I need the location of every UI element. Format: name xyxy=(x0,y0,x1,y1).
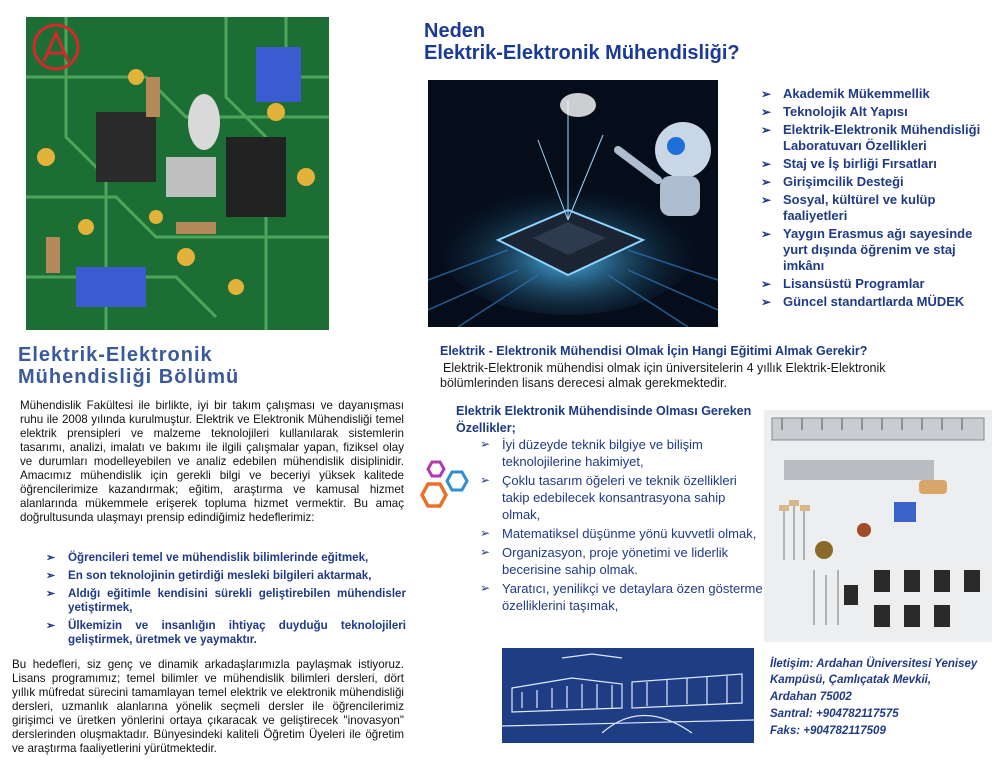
why-heading xyxy=(424,20,740,64)
education-question: Elektrik - Elektronik Mühendisi Olmak İçin Hangi Eğitimi Almak Gerekir? xyxy=(440,344,868,358)
closing-paragraph: Bu hedefleri, siz genç ve dinamik arkadaşlarımızla paylaşmak istiyoruz. Lisans programımız; temel bilimler ve mühendislik bilimleri dersleri, dört yıllık müfredat sürecini tamamlayan temel elektrik ve elektronik mühendisliği dersleri, uzmanlık alanlarına yönelik seçmeli dersler ile öğrencilerimiz girişimci ve üretken yönlerini ortaya çıkaracak ve geliştirecek "inovasyon" derslerinden oluşmaktadır. Bünyesindeki kaliteli Öğretim Üyeleri ile öğretim ve araştırma faaliyetlerini yürütmektedir. xyxy=(12,658,404,755)
list-item: ➢ Öğrencileri temel ve mühendislik bilimlerinde eğitmek, xyxy=(44,551,406,565)
contact-fax: Faks: +904782117509 xyxy=(770,725,886,737)
campus-drawing xyxy=(502,648,754,743)
department-title-line1: Elektrik-Elektronik xyxy=(18,344,213,366)
list-item: ➢ Girişimcilik Desteği xyxy=(759,174,995,190)
list-item: ➢ Teknolojik Alt Yapısı xyxy=(759,104,995,120)
hexagon-logo-icon xyxy=(418,460,472,514)
list-item: ➢ En son teknolojinin getirdiği mesleki bilgileri aktarmak, xyxy=(44,569,406,583)
circuit-board-photo xyxy=(26,17,329,330)
why-heading-line1: Neden xyxy=(424,20,486,42)
contact-info xyxy=(770,656,998,740)
list-item: ➢ Matematiksel düşünme yönü kuvvetli olmak, xyxy=(474,525,764,542)
intro-paragraph: Mühendislik Fakültesi ile birlikte, iyi bir takım çalışması ve dayanışması ruhu ile 2008 yılında kurulmuştur. Elektrik ve Elektronik Mühendisliği temel elektrik prensipleri ve malzeme teknolojileri kullanılarak sistemlerin tasarımı, analizi, imalatı ve bakımı ile ilgili çalışmalar yapan, fiziksel olay ve durumları modelleyebilen ve analiz edebilen mühendislik disiplinidir. Amacımız mühendislik için gerekli bilgi ve beceriyi yüksek kalitede öğrencilerimize kazandırmak; eğitim, araştırma ve kamusal hizmet alanlarında mükemmele erişerek topluma hizmet vermektir. Bu amaç doğrultusunda ulaşmayı prensip edindiğimiz hedeflerimiz: xyxy=(20,399,404,524)
features-title: Elektrik Elektronik Mühendisinde Olması Gereken Özellikler; xyxy=(456,404,752,435)
list-item: ➢ Akademik Mükemmellik xyxy=(759,86,995,102)
list-item: ➢ Lisansüstü Programlar xyxy=(759,276,995,292)
department-title xyxy=(18,344,239,388)
list-item: ➢ Güncel standartlarda MÜDEK xyxy=(759,294,995,310)
features-list xyxy=(474,436,764,616)
contact-phone: Santral: +904782117575 xyxy=(770,708,899,720)
list-item: ➢ Staj ve İş birliği Fırsatları xyxy=(759,156,995,172)
department-title-line2: Mühendisliği Bölümü xyxy=(18,366,240,388)
list-item: ➢ Yaratıcı, yenilikçi ve detaylara özen gösterme özelliklerini taşımak, xyxy=(474,580,764,614)
goals-list xyxy=(44,551,406,651)
list-item: ➢ Ülkemizin ve insanlığın ihtiyaç duyduğu teknolojileri geliştirmek, üretmek ve yaymaktır. xyxy=(44,619,406,647)
contact-postal: Ardahan 75002 xyxy=(770,691,852,703)
list-item: ➢ Aldığı eğitimle kendisini sürekli geliştirebilen mühendisler yetiştirmek, xyxy=(44,587,406,615)
list-item: ➢ Yaygın Erasmus ağı sayesinde yurt dışında öğrenim ve staj imkânı xyxy=(759,226,995,274)
list-item: ➢ Sosyal, kültürel ve kulüp faaliyetleri xyxy=(759,192,995,224)
list-item: ➢ Elektrik-Elektronik Mühendisliği Laboratuvarı Özellikleri xyxy=(759,122,995,154)
why-heading-line2: Elektrik-Elektronik Mühendisliği? xyxy=(424,42,740,64)
contact-address: İletişim: Ardahan Üniversitesi Yenisey Kampüsü, Çamlıçatak Mevkii, xyxy=(770,658,978,686)
education-answer: Elektrik-Elektronik mühendisi olmak için üniversitelerin 4 yıllık Elektrik-Elektronik bölümlerinden lisans derecesi almak gerekmektedir. xyxy=(440,361,886,390)
list-item: ➢ İyi düzeyde teknik bilgiye ve bilişim teknolojilerine hakimiyet, xyxy=(474,436,764,470)
robot-chip-photo xyxy=(428,80,718,327)
electronic-components-photo xyxy=(764,410,992,642)
advantages-list xyxy=(759,86,995,312)
list-item: ➢ Organizasyon, proje yönetimi ve liderlik becerisine sahip olmak. xyxy=(474,544,764,578)
list-item: ➢ Çoklu tasarım öğeleri ve teknik özellikleri takip edebilecek konsantrasyona sahip olmak, xyxy=(474,472,764,523)
